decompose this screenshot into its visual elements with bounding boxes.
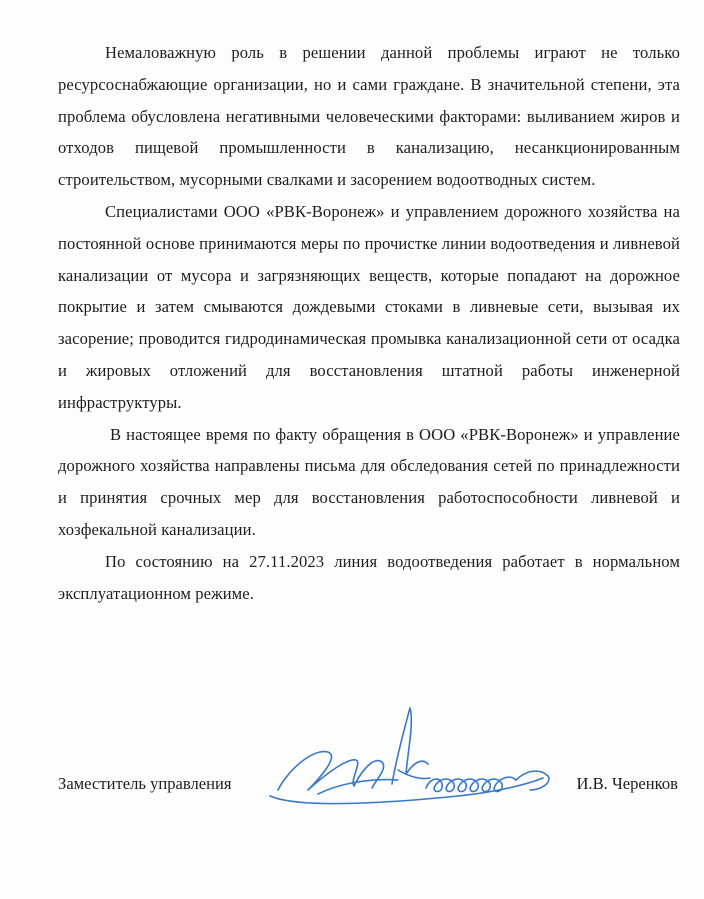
paragraph-1: Немаловажную роль в решении данной проблемы играют не только ресурсоснабжающие организации, но и сами граждане. В значительной степени, эта проблема обусловлена негативными человеческими факторами: выливанием жиров и отходов пищевой промышленности в канализацию, несанкционированным строительством, мусорными свалками и засорением водоотводных систем.	[58, 43, 680, 190]
paragraph-3: В настоящее время по факту обращения в ООО «РВК-Воронеж» и управление дорожного хозяйства направлены письма для обследования сетей по принадлежности и принятия срочных мер для восстановления работоспособности ливневой и хозфекальной канализации.	[58, 424, 680, 539]
signature-row	[58, 772, 680, 802]
signatory-position: Заместитель управления	[58, 774, 232, 793]
paragraph-2: Специалистами ООО «РВК-Воронеж» и управлением дорожного хозяйства на постоянной основе принимаются меры по прочистке линии водоотведения и ливневой канализации от мусора и загрязняющих веществ, которые попадают на дорожное покрытие и затем смываются дождевыми стоками в ливневые сети, вызывая их засорение; проводится гидродинамическая промывка канализационной сети от осадка и жировых отложений для восстановления штатной работы инженерной инфраструктуры.	[58, 201, 680, 412]
paragraph-4: По состоянию на 27.11.2023 линия водоотведения работает в нормальном эксплуатационном режиме.	[58, 551, 680, 603]
letter-body	[58, 37, 680, 609]
signatory-name: И.В. Черенков	[576, 774, 678, 793]
